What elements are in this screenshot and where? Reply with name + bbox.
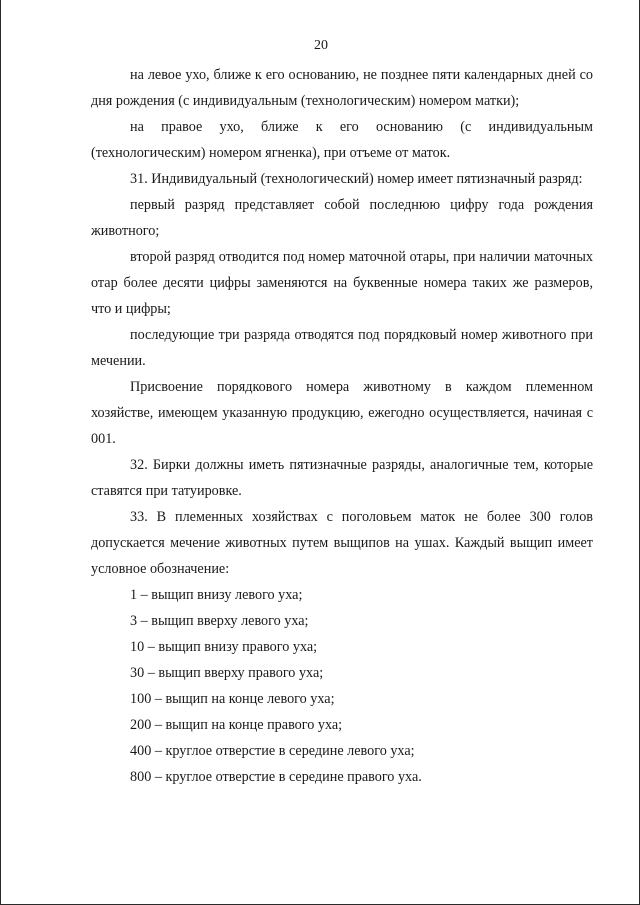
list-item: 800 – круглое отверстие в середине правого уха. [130, 769, 422, 785]
paragraph-right-ear: на правое ухо, ближе к его основанию (с индивидуальным (технологическим) номером ягненка), при отъеме от маток. [91, 119, 593, 161]
paragraph-second-digit: второй разряд отводится под номер маточной отары, при наличии маточных отар более десяти цифры заменяются на буквенные номера таких же размеров, что и цифры; [91, 249, 593, 317]
list-item: 3 – выщип вверху левого уха; [130, 613, 309, 629]
list-item: 100 – выщип на конце левого уха; [130, 691, 335, 707]
list-item: 200 – выщип на конце правого уха; [130, 717, 343, 733]
list-item: 400 – круглое отверстие в середине левого уха; [130, 743, 415, 759]
list-item: 10 – выщип внизу правого уха; [130, 639, 318, 655]
page-number: 20 [314, 38, 328, 53]
paragraph-32: 32. Бирки должны иметь пятизначные разряды, аналогичные тем, которые ставятся при татуировке. [91, 457, 593, 499]
paragraph-31: 31. Индивидуальный (технологический) номер имеет пятизначный разряд: [130, 171, 583, 187]
list-item: 30 – выщип вверху правого уха; [130, 665, 324, 681]
paragraph-assignment: Присвоение порядкового номера животному в каждом племенном хозяйстве, имеющем указанную продукцию, ежегодно осуществляется, начиная с 001. [91, 379, 593, 447]
body-text [91, 62, 593, 790]
list-item: 1 – выщип внизу левого уха; [130, 587, 303, 603]
paragraph-first-digit: первый разряд представляет собой последнюю цифру года рождения животного; [91, 197, 593, 239]
paragraph-33: 33. В племенных хозяйствах с поголовьем маток не более 300 голов допускается мечение животных путем выщипов на ушах. Каждый выщип имеет условное обозначение: [91, 509, 593, 577]
paragraph-left-ear: на левое ухо, ближе к его основанию, не позднее пяти календарных дней со дня рождения (с индивидуальным (технологическим) номером матки); [91, 67, 593, 109]
paragraph-next-three-digits: последующие три разряда отводятся под порядковый номер животного при мечении. [91, 327, 593, 369]
